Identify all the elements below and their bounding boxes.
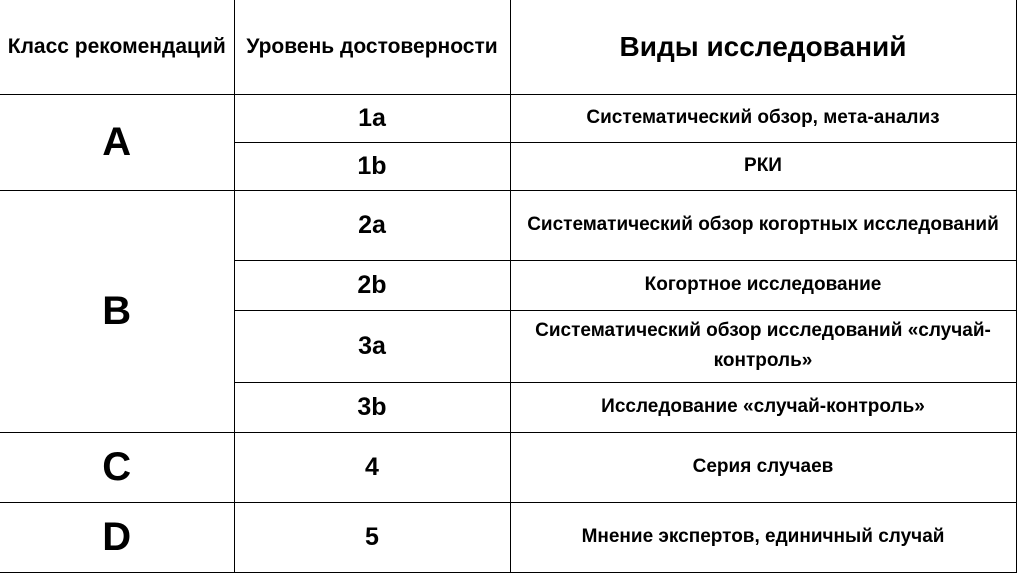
level-cell: 1b (234, 142, 510, 190)
study-type-cell: Когортное исследование (510, 260, 1016, 310)
study-type-cell: Исследование «случай-контроль» (510, 382, 1016, 432)
study-type-cell: Серия случаев (510, 432, 1016, 502)
header-row (0, 0, 1016, 94)
table-row (0, 432, 1016, 502)
table-row (0, 94, 1016, 142)
study-type-cell: Систематический обзор исследований «случай-контроль» (510, 310, 1016, 382)
level-cell: 4 (234, 432, 510, 502)
level-cell: 5 (234, 502, 510, 572)
class-d: D (0, 502, 234, 572)
class-a: A (0, 94, 234, 190)
level-cell: 1a (234, 94, 510, 142)
header-class: Класс рекомендаций (0, 0, 234, 94)
study-type-cell: Мнение экспертов, единичный случай (510, 502, 1016, 572)
level-cell: 2a (234, 190, 510, 260)
header-types: Виды исследований (510, 0, 1016, 94)
header-level: Уровень достоверности (234, 0, 510, 94)
table-row (0, 502, 1016, 572)
level-cell: 3b (234, 382, 510, 432)
class-b: B (0, 190, 234, 432)
class-c: C (0, 432, 234, 502)
table-row (0, 190, 1016, 260)
level-cell: 3a (234, 310, 510, 382)
study-type-cell: РКИ (510, 142, 1016, 190)
study-type-cell: Систематический обзор когортных исследований (510, 190, 1016, 260)
study-type-cell: Систематический обзор, мета-анализ (510, 94, 1016, 142)
level-cell: 2b (234, 260, 510, 310)
